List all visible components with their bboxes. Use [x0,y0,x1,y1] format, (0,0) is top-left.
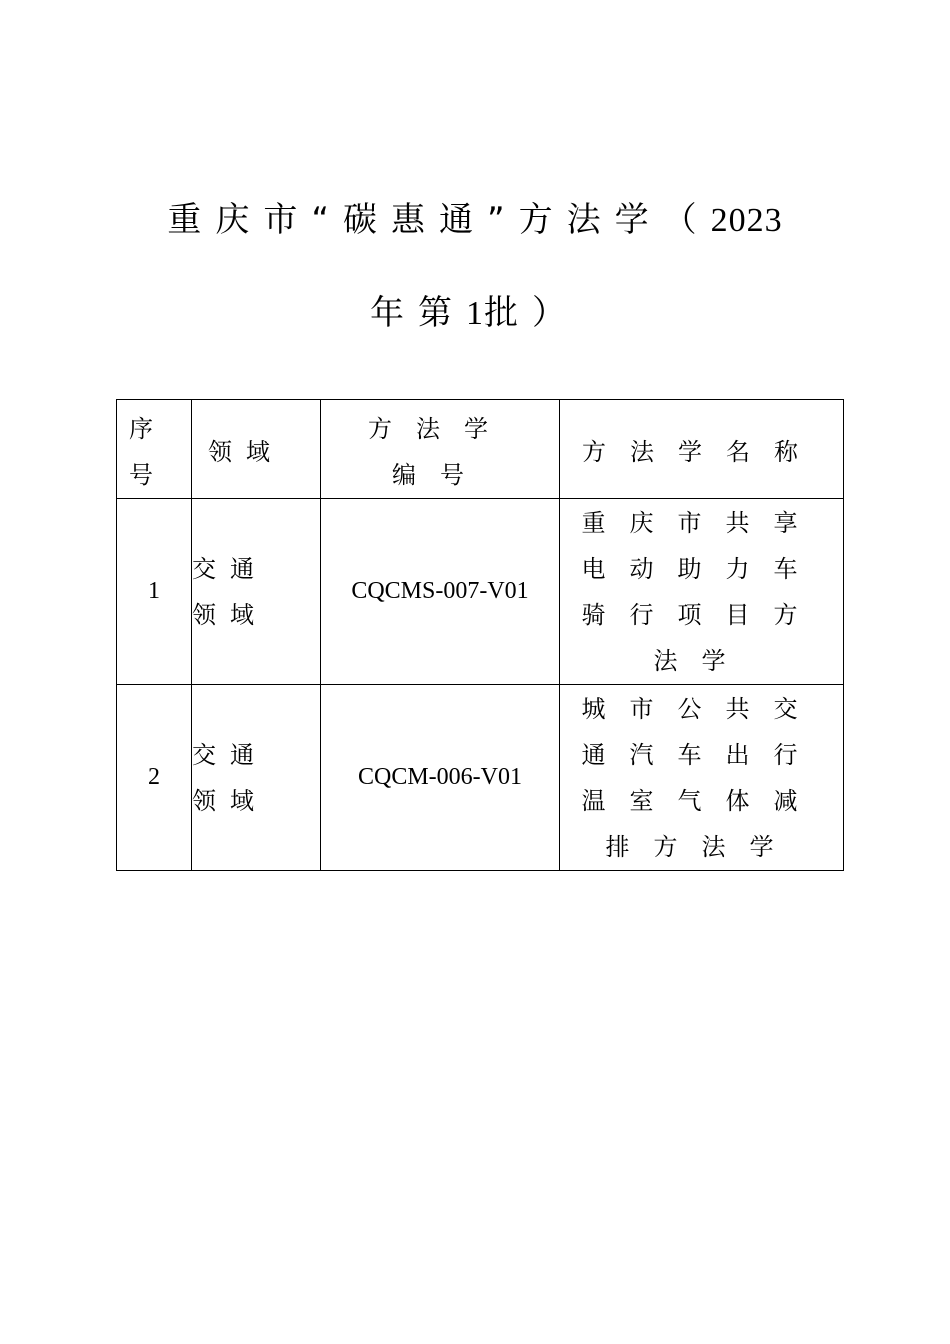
row-code: CQCM-006-V01 [321,685,560,871]
row-name-line: 电动助力车 [581,554,822,583]
row-name-line: 城市公共交 [581,694,822,723]
row-seq: 2 [117,685,192,871]
table-header-row [117,400,844,499]
header-code: 方法学编号 [321,400,560,499]
header-name: 方法学名称 [560,400,844,499]
page-title-line-2 [0,285,950,334]
row-field: 交通领域 [192,499,321,685]
header-seq: 序号 [117,400,192,499]
row-name [560,499,844,685]
title-text: 重庆市“碳惠通”方法学（ [167,200,711,240]
row-name-line: 通汽车出行 [581,740,822,769]
row-seq: 1 [117,499,192,685]
row-name-line: 温室气体减 [581,786,822,815]
title-year: 2023 [710,202,783,239]
row-name [560,685,844,871]
row-name-line: 法学 [653,646,750,675]
methodology-table [116,399,844,871]
title-batch-number: 1 [466,295,484,332]
header-field: 领域 [192,400,321,499]
title-prefix: 年第 [370,293,466,333]
table-row [117,499,844,685]
row-field: 交通领域 [192,685,321,871]
table-row [117,685,844,871]
row-name-line: 重庆市共享 [581,508,822,537]
row-name-line: 排方法学 [605,832,798,861]
page-title-line-1 [0,192,950,241]
row-name-line: 骑行项目方 [581,600,822,629]
row-code: CQCMS-007-V01 [321,499,560,685]
title-suffix: 批） [484,293,580,333]
